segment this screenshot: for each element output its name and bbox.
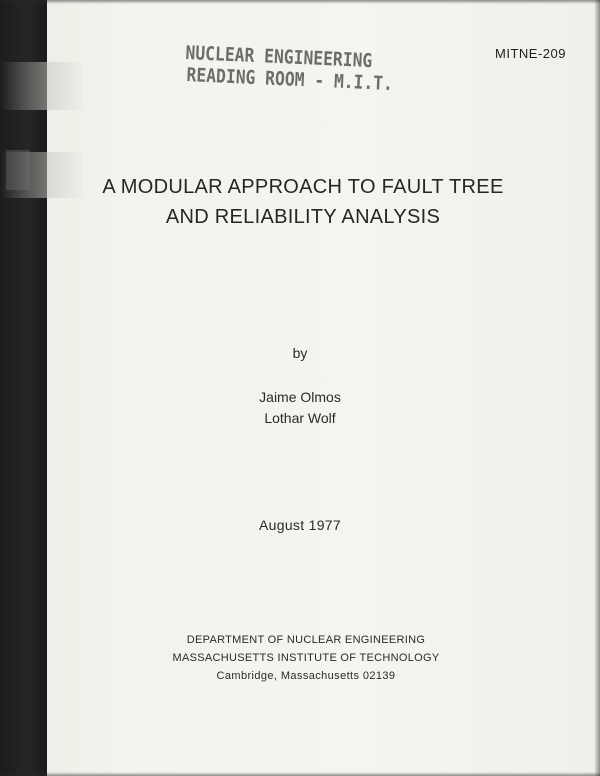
institution-location: Cambridge, Massachusetts 02139	[216, 670, 396, 682]
title-line-1: A MODULAR APPROACH TO FAULT TREE	[102, 176, 504, 198]
author-list	[0, 387, 600, 429]
document-title	[88, 172, 518, 232]
university-name: MASSACHUSETTS INSTITUTE OF TECHNOLOGY	[172, 652, 440, 664]
report-number: MITNE-209	[495, 46, 566, 61]
title-line-2: AND RELIABILITY ANALYSIS	[165, 206, 441, 228]
author-name: Jaime Olmos	[259, 389, 341, 405]
author-name: Lothar Wolf	[264, 410, 336, 426]
byline: by	[292, 345, 308, 361]
binding-tab-upper	[0, 62, 82, 110]
stamp-line-1: NUCLEAR ENGINEERING	[185, 42, 373, 73]
publication-date: August 1977	[259, 517, 341, 533]
department-name: DEPARTMENT OF NUCLEAR ENGINEERING	[186, 634, 426, 646]
library-stamp	[184, 42, 394, 96]
stamp-line-2: READING ROOM - M.I.T.	[186, 64, 394, 96]
institution-block	[0, 631, 600, 685]
page-top-edge	[0, 0, 600, 4]
page-bottom-edge	[0, 772, 600, 776]
binding-highlight	[6, 150, 30, 190]
